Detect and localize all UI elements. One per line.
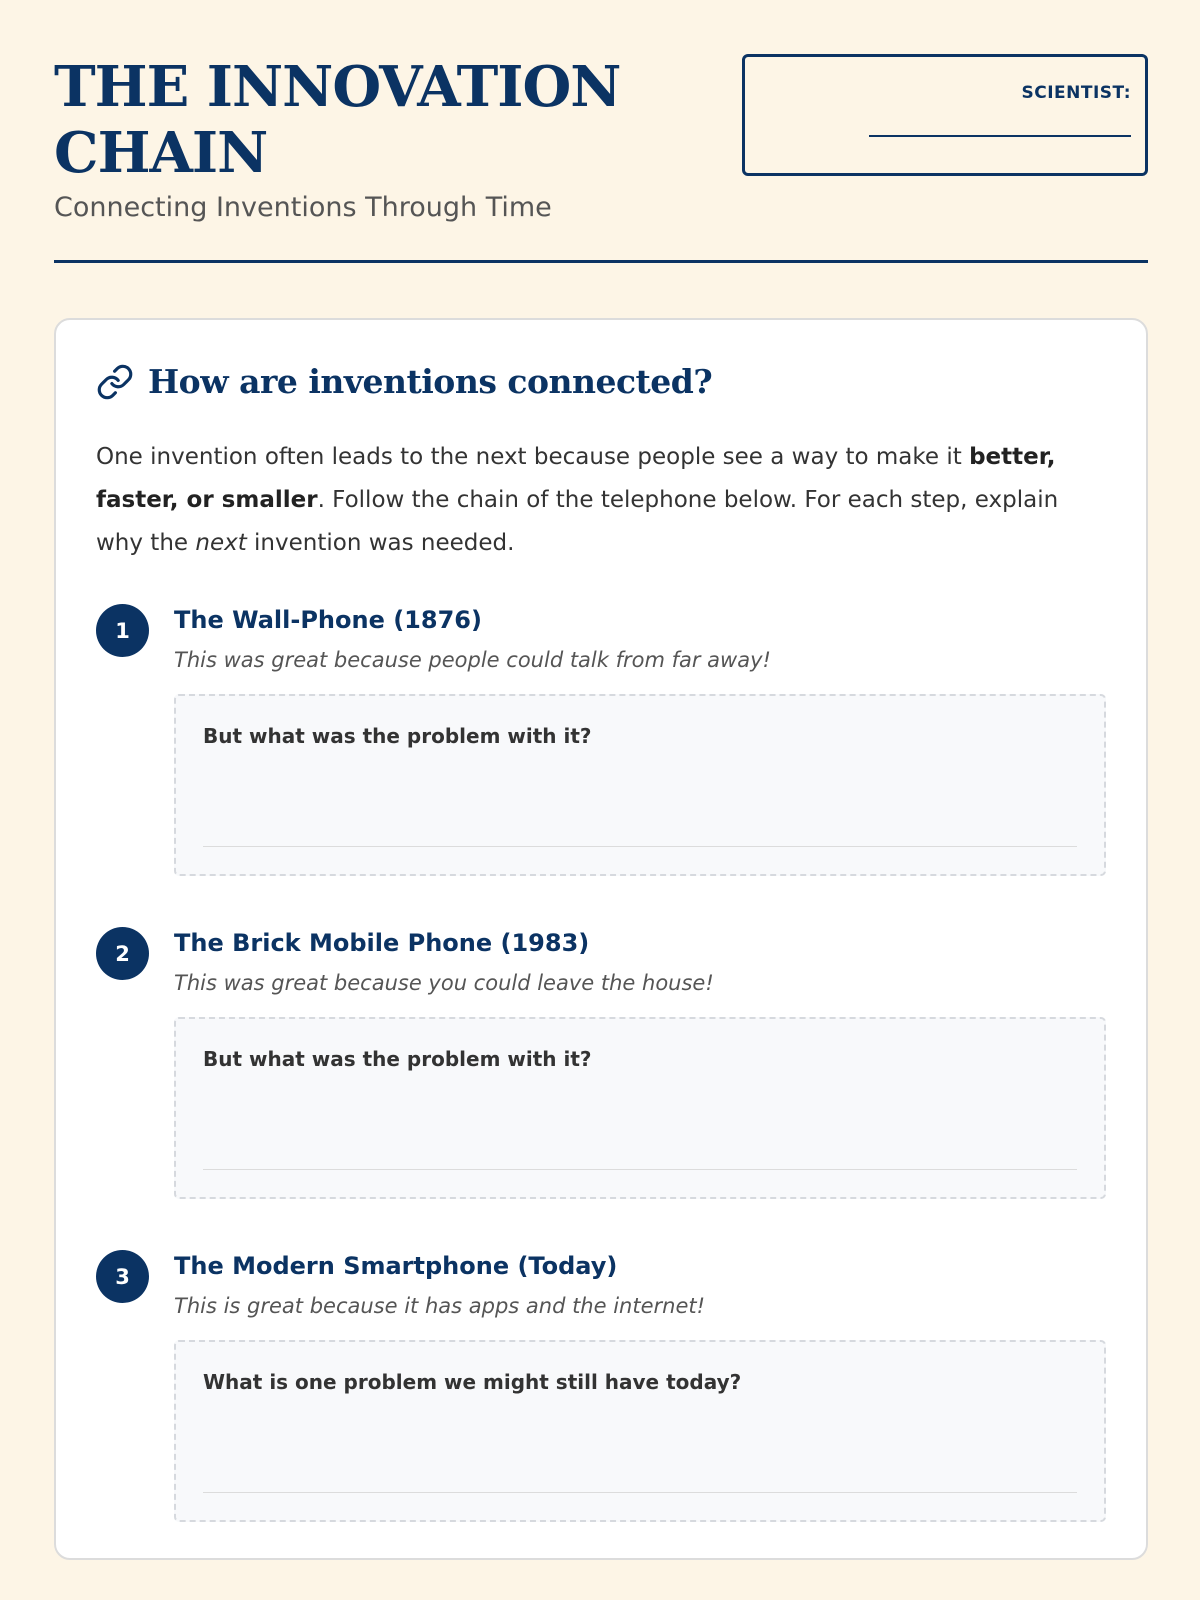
answer-box[interactable] bbox=[174, 694, 1106, 876]
answer-line[interactable] bbox=[203, 1169, 1077, 1170]
scientist-label: SCIENTIST: bbox=[1021, 83, 1131, 103]
step-title: The Wall-Phone (1876) bbox=[174, 606, 482, 634]
answer-box[interactable] bbox=[174, 1340, 1106, 1522]
question-prompt: What is one problem we might still have today? bbox=[203, 1370, 742, 1394]
step-1 bbox=[96, 604, 1106, 884]
header-divider bbox=[54, 260, 1148, 263]
question-card bbox=[54, 318, 1148, 1560]
step-number-badge: 2 bbox=[96, 927, 149, 980]
answer-box[interactable] bbox=[174, 1017, 1106, 1199]
card-header bbox=[96, 362, 712, 401]
step-3 bbox=[96, 1250, 1106, 1530]
page-title: THE INNOVATION CHAIN bbox=[54, 54, 621, 186]
intro-text-2: . Follow the chain of the telephone below. For each step, explain why the bbox=[96, 487, 1059, 556]
intro-text-1: One invention often leads to the next because people see a way to make it bbox=[96, 444, 970, 470]
scientist-name-box[interactable] bbox=[742, 54, 1148, 176]
question-prompt: But what was the problem with it? bbox=[203, 724, 592, 748]
intro-text-3: invention was needed. bbox=[246, 530, 515, 556]
step-title: The Brick Mobile Phone (1983) bbox=[174, 929, 590, 957]
answer-line[interactable] bbox=[203, 846, 1077, 847]
link-icon bbox=[96, 363, 134, 401]
step-title: The Modern Smartphone (Today) bbox=[174, 1252, 618, 1280]
intro-italic-text: next bbox=[195, 530, 247, 556]
page-subtitle: Connecting Inventions Through Time bbox=[54, 192, 552, 223]
card-title: How are inventions connected? bbox=[148, 362, 713, 401]
step-note: This was great because people could talk from far away! bbox=[174, 648, 771, 672]
scientist-name-line[interactable] bbox=[869, 135, 1131, 137]
answer-line[interactable] bbox=[203, 1492, 1077, 1493]
intro-paragraph bbox=[96, 436, 1096, 565]
step-note: This is great because it has apps and the internet! bbox=[174, 1294, 706, 1318]
worksheet-header bbox=[54, 54, 1148, 223]
step-number-badge: 3 bbox=[96, 1250, 149, 1303]
question-prompt: But what was the problem with it? bbox=[203, 1047, 592, 1071]
step-2 bbox=[96, 927, 1106, 1207]
intro-bold-text: better, faster, or smaller bbox=[96, 444, 1056, 513]
step-number-badge: 1 bbox=[96, 604, 149, 657]
step-note: This was great because you could leave the house! bbox=[174, 971, 714, 995]
